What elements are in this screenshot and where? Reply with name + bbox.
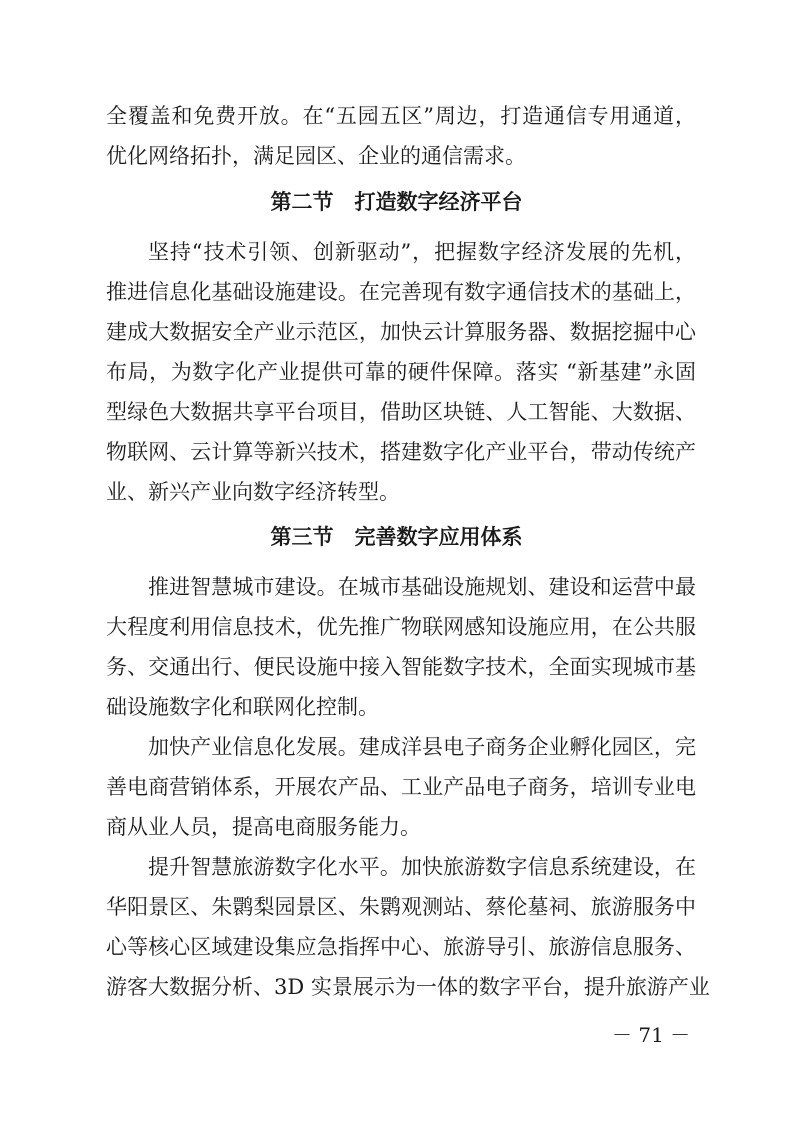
page-number: － 71 － [612, 1023, 691, 1047]
text-line: 业、新兴产业向数字经济转型。 [106, 480, 400, 504]
text-line: 游客大数据分析、3D 实景展示为一体的数字平台，提升旅游产业 [106, 975, 710, 999]
text-line: 物联网、云计算等新兴技术，搭建数字化产业平台，带动传统产 [106, 440, 696, 464]
text-line: 提升智慧旅游数字化水平。加快旅游数字信息系统建设，在 [148, 855, 696, 879]
section-heading: 第三节 完善数字应用体系 [270, 525, 523, 549]
text-line: 善电商营销体系，开展农产品、工业产品电子商务，培训专业电 [106, 775, 696, 799]
text-line: 华阳景区、朱鹮梨园景区、朱鹮观测站、蔡伦墓祠、旅游服务中 [106, 895, 696, 919]
text-line: 推进信息化基础设施建设。在完善现有数字通信技术的基础上， [106, 280, 696, 304]
text-line: 础设施数字化和联网化控制。 [106, 695, 379, 719]
text-line: 坚持“技术引领、创新驱动”，把握数字经济发展的先机， [148, 240, 696, 264]
text-line: 加快产业信息化发展。建成洋县电子商务企业孵化园区，完 [148, 735, 696, 759]
text-line: 全覆盖和免费开放。在“五园五区”周边，打造通信专用通道， [106, 104, 696, 128]
text-line: 务、交通出行、便民设施中接入智能数字技术，全面实现城市基 [106, 655, 696, 679]
text-line: 型绿色大数据共享平台项目，借助区块链、人工智能、大数据、 [106, 400, 696, 424]
text-line: 建成大数据安全产业示范区，加快云计算服务器、数据挖掘中心 [106, 320, 696, 344]
text-line: 推进智慧城市建设。在城市基础设施规划、建设和运营中最 [148, 575, 696, 599]
section-heading: 第二节 打造数字经济平台 [270, 190, 523, 214]
text-line: 布局，为数字化产业提供可靠的硬件保障。落实 “新基建”永固 [106, 360, 696, 384]
text-line: 优化网络拓扑，满足园区、企业的通信需求。 [106, 144, 526, 168]
text-line: 商从业人员，提高电商服务能力。 [106, 815, 421, 839]
text-line: 心等核心区域建设集应急指挥中心、旅游导引、旅游信息服务、 [106, 935, 696, 959]
text-line: 大程度利用信息技术，优先推广物联网感知设施应用，在公共服 [106, 615, 696, 639]
